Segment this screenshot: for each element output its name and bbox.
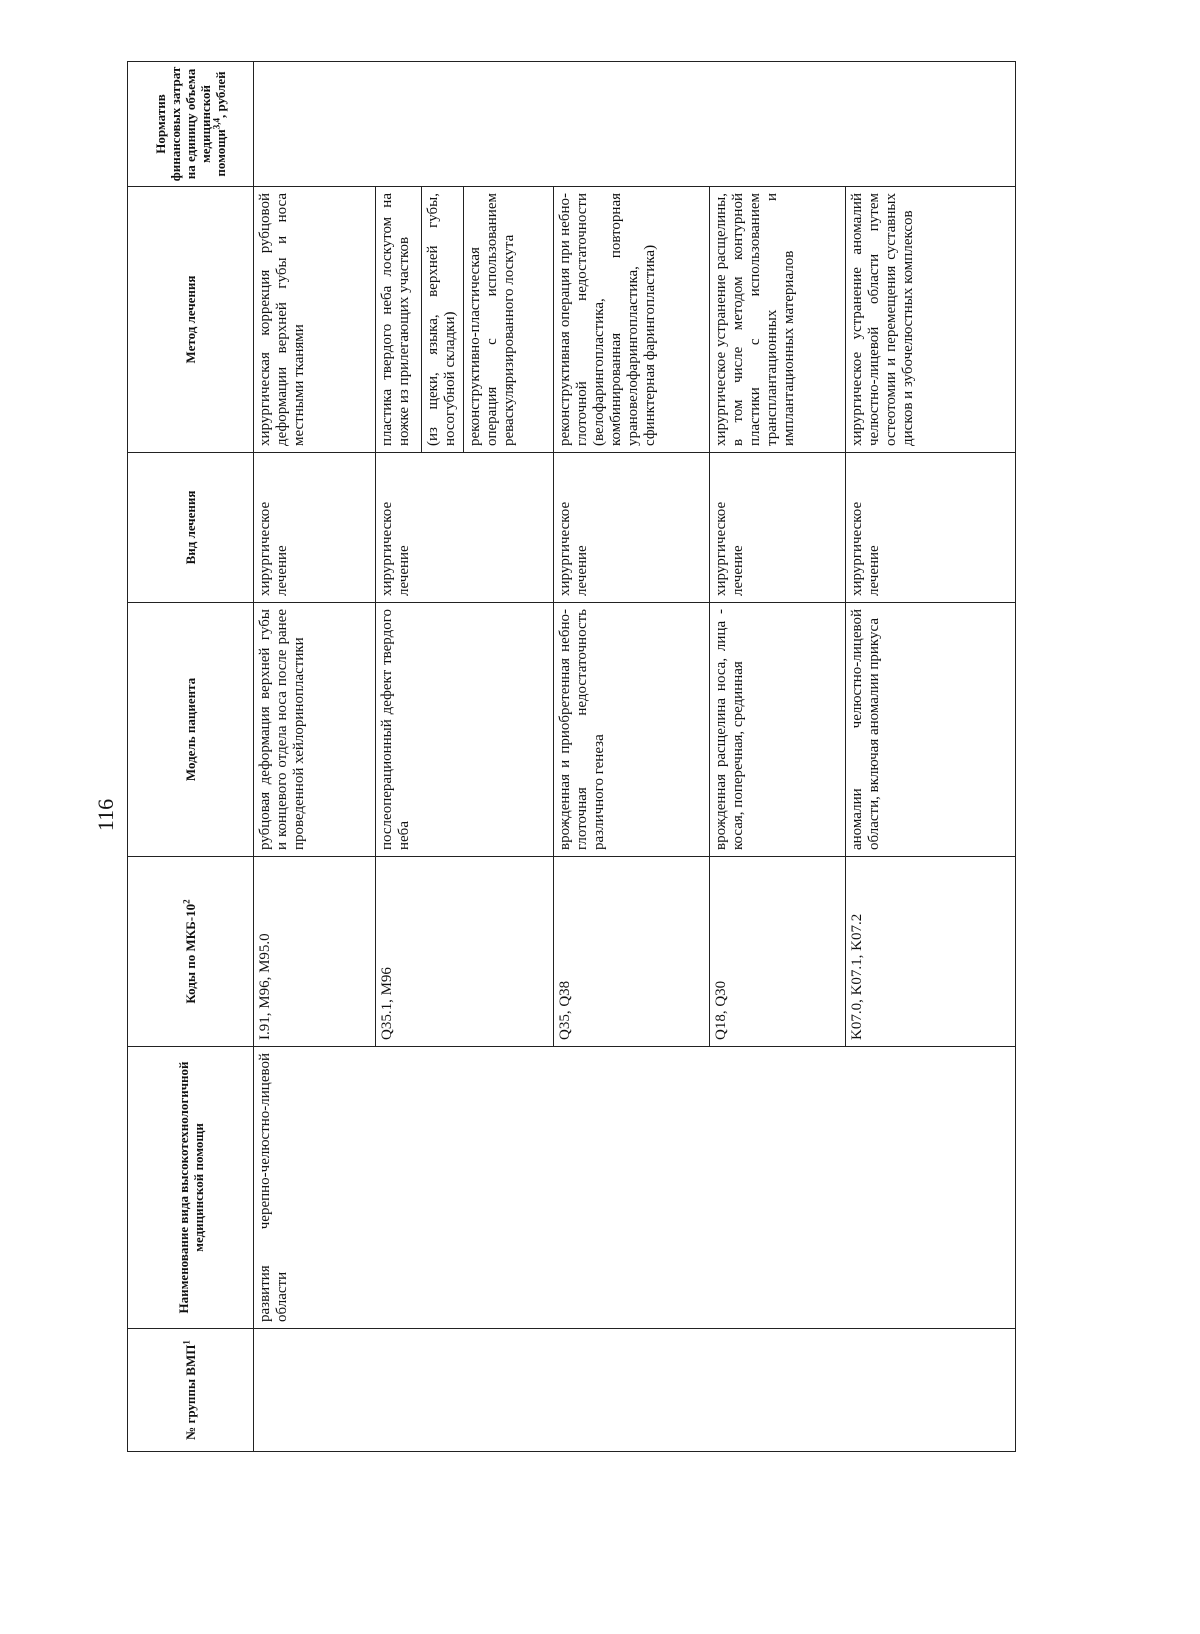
treatment-type-cell: хирургическое лечение	[846, 453, 1016, 603]
treatment-method-cell: хирургическое устранение аномалий челюстно-лицевой области путем остеотомии и перемещения суставных дисков и зубочелюстных комплексов	[846, 187, 1016, 453]
treatment-type-cell: хирургическое лечение	[376, 453, 554, 603]
table-rotation-inner	[127, 62, 1015, 1452]
treatment-type-cell: хирургическое лечение	[554, 453, 710, 603]
header-group-number: № группы ВМП$^1$	[128, 1329, 254, 1452]
table-row	[254, 62, 376, 1452]
header-treatment-type: Вид лечения	[128, 453, 254, 603]
treatment-type-cell: хирургическое лечение	[254, 453, 376, 603]
icd-codes-cell: Q35.1, M96	[376, 857, 554, 1047]
group-name-cell: развития черепно-челюстно-лицевой области	[254, 1047, 1016, 1329]
patient-model-cell: послеоперационный дефект твердого неба	[376, 603, 554, 857]
header-treatment-method: Метод лечения	[128, 187, 254, 453]
patient-model-cell: врожденная расщелина носа, лица - косая, поперечная, срединная	[710, 603, 846, 857]
table-rotation-wrapper	[127, 62, 1200, 1440]
icd-codes-cell: I.91, M96, M95.0	[254, 857, 376, 1047]
patient-model-cell: аномалии челюстно-лицевой области, включая аномалии прикуса	[846, 603, 1016, 857]
group-number-cell	[254, 1329, 1016, 1452]
treatment-method-cell: реконструктивная операция при небно-глоточной недостаточности (велофарингопластика, комбинированная повторная урановелофарингопластика, сфинктерная фарингопластика)	[554, 187, 710, 453]
patient-model-cell: врожденная и приобретенная небно-глоточная недостаточность различного генеза	[554, 603, 710, 857]
icd-codes-cell: Q18, Q30	[710, 857, 846, 1047]
header-vmp-type: Наименование вида высокотехнологичной медицинской помощи	[128, 1047, 254, 1329]
icd-codes-cell: Q35, Q38	[554, 857, 710, 1047]
header-icd-codes: Коды по МКБ-$10^2$	[128, 857, 254, 1047]
cost-norm-cell	[254, 62, 1016, 187]
treatment-method-cell: хирургическая коррекция рубцовой деформации верхней губы и носа местными тканями	[254, 187, 376, 453]
treatment-method-cell: реконструктивно-пластическая операция с использованием реваскуляризированного лоскута	[464, 187, 554, 453]
patient-model-cell: рубцовая деформация верхней губы и концевого отдела носа после ранее проведенной хейлоринопластики	[254, 603, 376, 857]
header-row	[128, 62, 254, 1452]
treatment-type-cell: хирургическое лечение	[710, 453, 846, 603]
page-number: 116	[93, 798, 118, 832]
header-patient-model: Модель пациента	[128, 603, 254, 857]
icd-codes-cell: K07.0, K07.1, K07.2	[846, 857, 1016, 1047]
treatment-method-cell: пластика твердого неба лоскутом на ножке из прилегающих участков	[376, 187, 422, 453]
treatment-method-cell: хирургическое устранение расщелины, в том числе методом контурной пластики с использованием трансплантационных и имплантационных материалов	[710, 187, 846, 453]
vmp-table	[127, 61, 1016, 1452]
header-cost-norm: Норматив финансовых затрат на единицу объема медицинской помощи$^{3,4}$, рублей	[128, 62, 254, 187]
treatment-method-cell: (из щеки, языка, верхней губы, носогубной складки)	[422, 187, 464, 453]
